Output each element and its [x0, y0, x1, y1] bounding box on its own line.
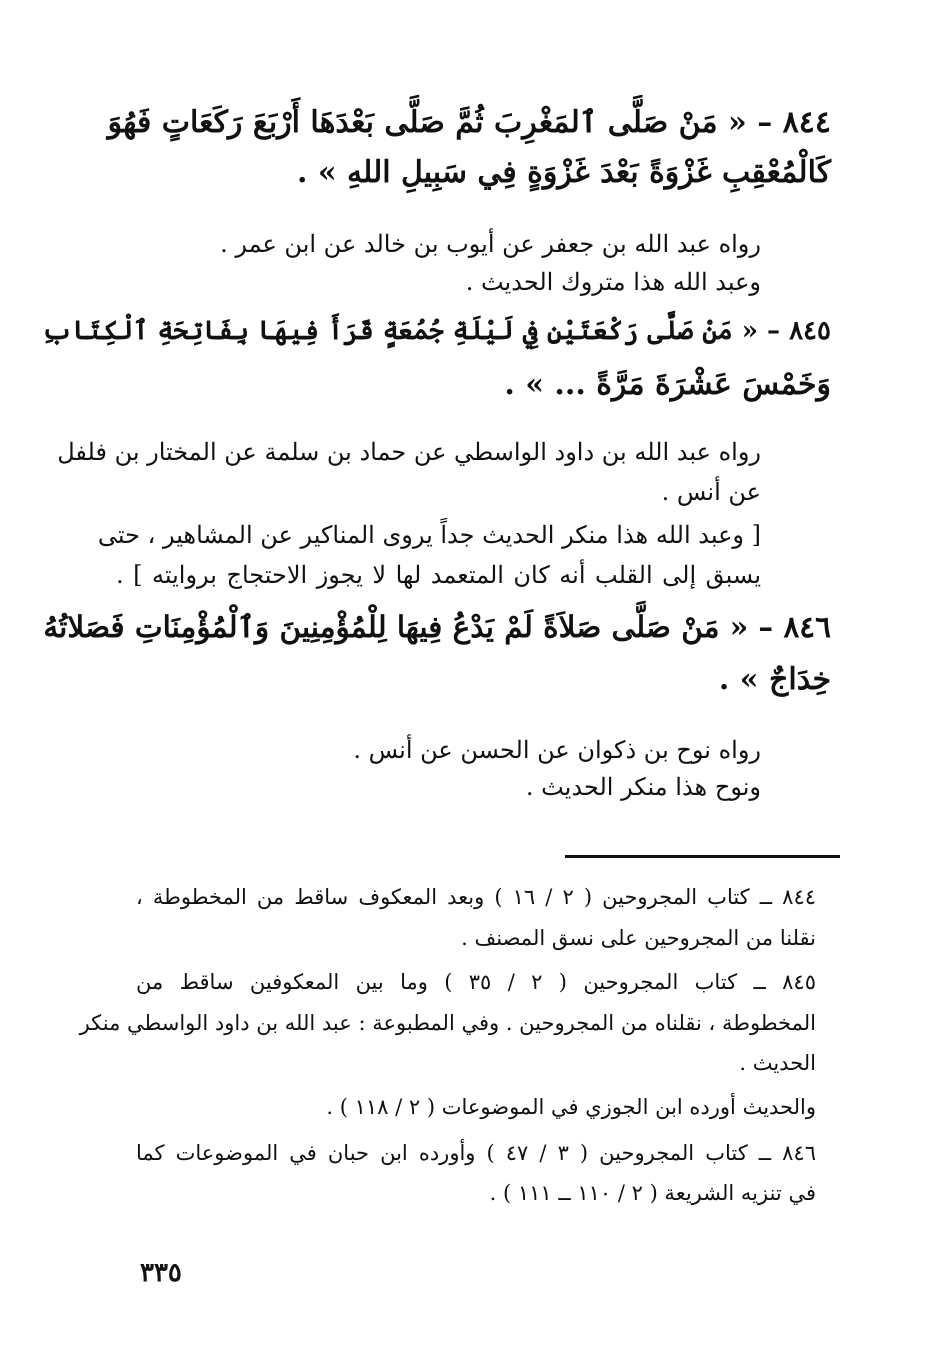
footnote-846-line-2: في تنزيه الشريعة ( ٢ / ١١٠ ــ ١١١ ) . [489, 1181, 816, 1205]
narration-845-line-4: يسبق إلى القلب أنه كان المتعمد لها لا يجوز الاحتجاج بروايته ] . [116, 561, 761, 589]
narration-846-line-2: ونوح هذا منكر الحديث . [525, 773, 761, 801]
hadith-846-line-2: خِدَاجٌ » . [718, 662, 831, 697]
footnote-845-line-1: ٨٤٥ ــ كتاب المجروحين ( ٢ / ٣٥ ) وما بين المعكوفين ساقط من [136, 970, 816, 994]
footnote-845-line-3: الحديث . [739, 1051, 816, 1075]
narration-844-line-2: وعبد الله هذا متروك الحديث . [465, 268, 761, 296]
footnote-845-line-2: المخطوطة ، نقلناه من المجروحين . وفي المطبوعة : عبد الله بن داود الواسطي منكر [79, 1011, 816, 1035]
hadith-846-line-1: ٨٤٦ – « مَنْ صَلَّى صَلاَةً لَمْ يَدْعُ فِيهَا لِلْمُؤْمِنِينَ وَٱلْمُؤْمِنَاتِ فَصَلاتُهُ [43, 609, 831, 644]
footnote-845-line-4: والحديث أورده ابن الجوزي في الموضوعات ( ٢ / ١١٨ ) . [326, 1095, 816, 1119]
narration-845-line-2: عن أنس . [661, 478, 761, 506]
hadith-844-line-2: كَالْمُعْقِبِ غَزْوَةً بَعْدَ غَزْوَةٍ فِي سَبِيلِ اللهِ » . [296, 155, 831, 190]
narration-846-line-1: رواه نوح بن ذكوان عن الحسن عن أنس . [353, 736, 761, 764]
footnote-844-line-2: نقلنا من المجروحين على نسق المصنف . [461, 926, 816, 950]
narration-844-line-1: رواه عبد الله بن جعفر عن أيوب بن خالد عن ابن عمر . [220, 230, 761, 258]
hadith-845-line-2: وَخَمْسَ عَشْرَةَ مَرَّةً ... » . [504, 367, 831, 402]
narration-845-line-3: [ وعبد الله هذا منكر الحديث جداً يروى المناكير عن المشاهير ، حتى [97, 521, 761, 549]
hadith-844-line-1: ٨٤٤ – « مَنْ صَلَّى ٱلمَغْرِبَ ثُمَّ صَلَّى بَعْدَهَا أَرْبَعَ رَكَعَاتٍ فَهُوَ [107, 105, 831, 140]
narration-845-line-1: رواه عبد الله بن داود الواسطي عن حماد بن سلمة عن المختار بن فلفل [57, 438, 761, 466]
hadith-845-line-1: ٨٤٥ – « مَنْ صَلَّى رَكْعَتَيْنِ فِي لَيْلَةِ جُمُعَةٍ قَرَأَ فِيهَا بِفَاتِحَةِ ٱلْكِتَابِ [41, 316, 831, 346]
footnote-separator [565, 855, 840, 858]
page-number: ٣٣٥ [140, 1258, 182, 1288]
footnote-844-line-1: ٨٤٤ ــ كتاب المجروحين ( ٢ / ١٦ ) وبعد المعكوف ساقط من المخطوطة ، [136, 885, 817, 909]
footnote-846-line-1: ٨٤٦ ــ كتاب المجروحين ( ٣ / ٤٧ ) وأورده ابن حبان في الموضوعات كما [136, 1141, 816, 1165]
